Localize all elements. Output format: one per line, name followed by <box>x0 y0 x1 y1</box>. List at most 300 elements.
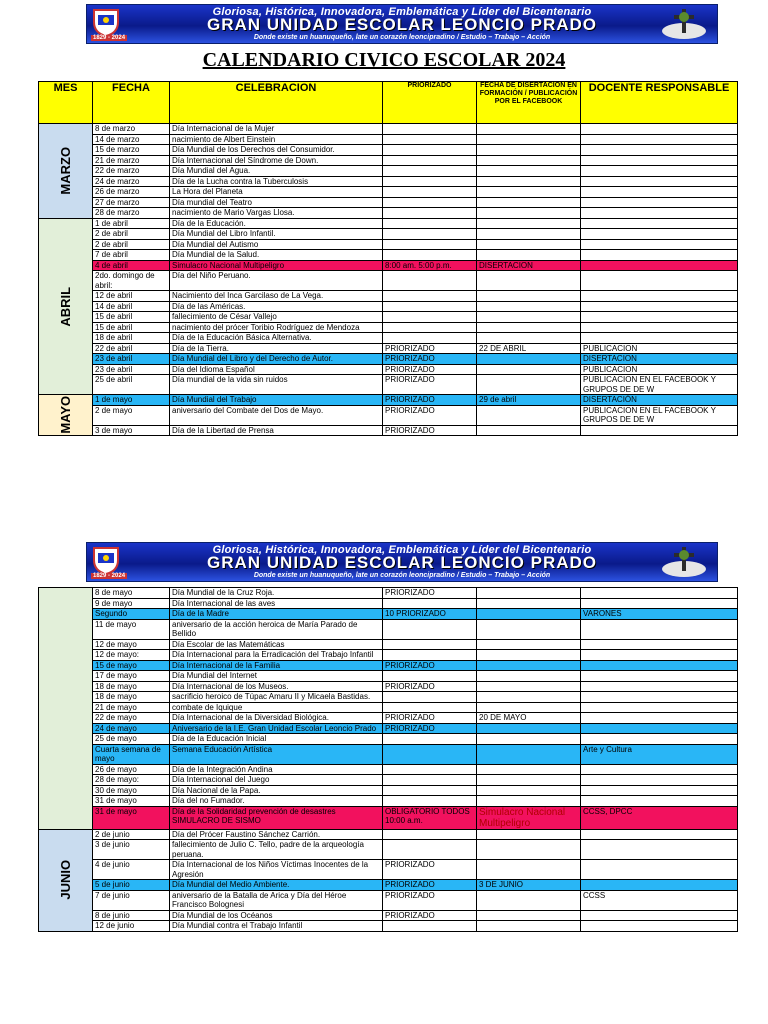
responsible-cell <box>581 639 738 650</box>
responsible-cell <box>581 650 738 661</box>
disertacion-date-cell <box>477 692 581 703</box>
responsible-cell <box>581 713 738 724</box>
responsible-cell <box>581 145 738 156</box>
celebration-cell: Simulacro Nacional Multipeligro <box>170 260 383 271</box>
disertacion-date-cell <box>477 197 581 208</box>
celebration-cell: Día del Idioma Español <box>170 364 383 375</box>
priorizado-cell <box>383 145 477 156</box>
date-cell: 28 de mayo: <box>93 775 170 786</box>
responsible-cell <box>581 301 738 312</box>
priorizado-cell <box>383 796 477 807</box>
celebration-cell: Día Internacional de la Familia <box>170 660 383 671</box>
priorizado-cell <box>383 840 477 860</box>
celebration-cell: Aniversario de la I.E. Gran Unidad Escolar Leoncio Prado <box>170 723 383 734</box>
disertacion-date-cell <box>477 134 581 145</box>
priorizado-cell: PRIORIZADO <box>383 364 477 375</box>
date-cell: 14 de abril <box>93 301 170 312</box>
date-cell: 12 de junio <box>93 921 170 932</box>
responsible-cell <box>581 124 738 135</box>
date-cell: 27 de marzo <box>93 197 170 208</box>
date-cell: 5 de junio <box>93 880 170 891</box>
date-cell: 2 de junio <box>93 829 170 840</box>
priorizado-cell: PRIORIZADO <box>383 588 477 599</box>
banner-slogan: Gloriosa, Histórica, Innovadora, Emblemática y Líder del Bicentenario <box>212 6 592 18</box>
disertacion-date-cell <box>477 744 581 764</box>
month-label: JUNIO <box>57 860 73 900</box>
calendar-row <box>39 405 738 425</box>
responsible-cell <box>581 197 738 208</box>
calendar-row <box>39 343 738 354</box>
calendar-row <box>39 124 738 135</box>
calendar-row <box>39 671 738 682</box>
month-cell-marzo <box>39 124 93 219</box>
priorizado-cell <box>383 619 477 639</box>
date-cell: 8 de marzo <box>93 124 170 135</box>
priorizado-cell <box>383 785 477 796</box>
priorizado-cell: PRIORIZADO <box>383 395 477 406</box>
responsible-cell <box>581 166 738 177</box>
celebration-cell: Día de la Solidaridad prevención de desastres SIMULACRO DE SISMO <box>170 806 383 829</box>
school-crest-icon <box>91 7 121 37</box>
calendar-row <box>39 250 738 261</box>
responsible-cell <box>581 322 738 333</box>
responsible-cell <box>581 860 738 880</box>
disertacion-date-cell <box>477 155 581 166</box>
disertacion-date-cell <box>477 671 581 682</box>
disertacion-date-cell <box>477 208 581 219</box>
priorizado-cell <box>383 744 477 764</box>
celebration-cell: Día de la Tierra. <box>170 343 383 354</box>
calendar-table-1 <box>38 81 738 436</box>
disertacion-date-cell <box>477 218 581 229</box>
priorizado-cell: PRIORIZADO <box>383 890 477 910</box>
date-cell: 3 de mayo <box>93 425 170 436</box>
date-cell: 4 de junio <box>93 860 170 880</box>
month-cell-junio <box>39 829 93 931</box>
calendar-row <box>39 650 738 661</box>
calendar-row <box>39 395 738 406</box>
disertacion-date-cell <box>477 166 581 177</box>
date-cell: 18 de mayo <box>93 681 170 692</box>
disertacion-date-cell <box>477 229 581 240</box>
date-cell: 2 de abril <box>93 239 170 250</box>
celebration-cell: La Hora del Planeta <box>170 187 383 198</box>
years-label: 1829 - 2024 <box>93 35 126 41</box>
date-cell: 1 de mayo <box>93 395 170 406</box>
date-cell: 2 de mayo <box>93 405 170 425</box>
responsible-cell <box>581 785 738 796</box>
calendar-row <box>39 639 738 650</box>
celebration-cell: Día de la Integración Andina <box>170 764 383 775</box>
responsible-cell <box>581 312 738 323</box>
disertacion-date-cell <box>477 609 581 620</box>
school-crest-icon <box>91 545 121 575</box>
date-cell: 31 de mayo <box>93 806 170 829</box>
responsible-cell: PUBLICACION EN EL FACEBOOK Y GRUPOS DE DE W <box>581 405 738 425</box>
priorizado-cell <box>383 639 477 650</box>
calendar-row <box>39 660 738 671</box>
disertacion-date-cell <box>477 176 581 187</box>
banner-motto: Donde existe un huanuqueño, late un corazón leoncipradino / Estudio – Trabajo – Acción <box>253 34 551 41</box>
date-cell: 25 de abril <box>93 375 170 395</box>
priorizado-cell: PRIORIZADO <box>383 660 477 671</box>
disertacion-date-cell <box>477 702 581 713</box>
disertacion-date-cell: 20 DE MAYO <box>477 713 581 724</box>
priorizado-cell: PRIORIZADO <box>383 405 477 425</box>
priorizado-cell <box>383 921 477 932</box>
responsible-cell: VARONES <box>581 609 738 620</box>
disertacion-date-cell: 29 de abril <box>477 395 581 406</box>
date-cell: 26 de marzo <box>93 187 170 198</box>
cross-logo-icon <box>659 7 709 43</box>
celebration-cell: Día del Prócer Faustino Sánchez Carrión. <box>170 829 383 840</box>
calendar-table-2 <box>38 587 738 932</box>
date-cell: 4 de abril <box>93 260 170 271</box>
responsible-cell <box>581 155 738 166</box>
disertacion-date-cell: Simulacro Nacional Multipeligro <box>477 806 581 829</box>
date-cell: 7 de abril <box>93 250 170 261</box>
disertacion-date-cell: DISERTACION <box>477 260 581 271</box>
responsible-cell <box>581 250 738 261</box>
celebration-cell: Día Mundial del Trabajo <box>170 395 383 406</box>
celebration-cell: combate de Iquique <box>170 702 383 713</box>
date-cell: 12 de abril <box>93 291 170 302</box>
priorizado-cell: PRIORIZADO <box>383 681 477 692</box>
priorizado-cell: PRIORIZADO <box>383 343 477 354</box>
date-cell: 23 de abril <box>93 364 170 375</box>
cross-logo-icon <box>659 545 709 581</box>
calendar-row <box>39 271 738 291</box>
responsible-cell: PUBLICACION EN EL FACEBOOK Y GRUPOS DE DE W <box>581 375 738 395</box>
celebration-cell: Día Internacional del Síndrome de Down. <box>170 155 383 166</box>
priorizado-cell: PRIORIZADO <box>383 880 477 891</box>
celebration-cell: Día de la Educación Básica Alternativa. <box>170 333 383 344</box>
responsible-cell <box>581 218 738 229</box>
responsible-cell <box>581 260 738 271</box>
disertacion-date-cell <box>477 124 581 135</box>
date-cell: 11 de mayo <box>93 619 170 639</box>
priorizado-cell <box>383 176 477 187</box>
disertacion-date-cell <box>477 333 581 344</box>
disertacion-date-cell <box>477 425 581 436</box>
disertacion-date-cell <box>477 250 581 261</box>
responsible-cell <box>581 176 738 187</box>
date-cell: 24 de marzo <box>93 176 170 187</box>
priorizado-cell <box>383 702 477 713</box>
calendar-row <box>39 333 738 344</box>
school-banner-top <box>86 4 718 44</box>
priorizado-cell <box>383 166 477 177</box>
calendar-row <box>39 806 738 829</box>
celebration-cell: Día Mundial de la Salud. <box>170 250 383 261</box>
date-cell: 9 de mayo <box>93 598 170 609</box>
banner-slogan: Gloriosa, Histórica, Innovadora, Emblemática y Líder del Bicentenario <box>212 544 592 556</box>
calendar-row <box>39 145 738 156</box>
disertacion-date-cell <box>477 322 581 333</box>
priorizado-cell <box>383 734 477 745</box>
responsible-cell <box>581 239 738 250</box>
date-cell: 15 de mayo <box>93 660 170 671</box>
month-cell-mayo <box>39 395 93 436</box>
responsible-cell: CCSS, DPCC <box>581 806 738 829</box>
header-celebracion: CELEBRACION <box>170 82 383 124</box>
date-cell: 17 de mayo <box>93 671 170 682</box>
priorizado-cell: 8:00 am. 5:00 p.m. <box>383 260 477 271</box>
month-label: MARZO <box>57 146 73 195</box>
priorizado-cell <box>383 829 477 840</box>
responsible-cell <box>581 671 738 682</box>
celebration-cell: Nacimiento del Inca Garcilaso de La Vega. <box>170 291 383 302</box>
celebration-cell: fallecimiento de César Vallejo <box>170 312 383 323</box>
responsible-cell: PUBLICACION <box>581 343 738 354</box>
celebration-cell: Día Internacional del Juego <box>170 775 383 786</box>
celebration-cell: Día de las Américas. <box>170 301 383 312</box>
disertacion-date-cell <box>477 312 581 323</box>
celebration-cell: Día de la Madre <box>170 609 383 620</box>
responsible-cell <box>581 598 738 609</box>
celebration-cell: Día Internacional de la Diversidad Biológica. <box>170 713 383 724</box>
priorizado-cell: PRIORIZADO <box>383 713 477 724</box>
responsible-cell <box>581 775 738 786</box>
date-cell: 25 de mayo <box>93 734 170 745</box>
priorizado-cell <box>383 764 477 775</box>
priorizado-cell <box>383 312 477 323</box>
calendar-row <box>39 218 738 229</box>
responsible-cell <box>581 229 738 240</box>
disertacion-date-cell <box>477 723 581 734</box>
priorizado-cell <box>383 692 477 703</box>
celebration-cell: Día de la Educación Inicial <box>170 734 383 745</box>
priorizado-cell <box>383 229 477 240</box>
celebration-cell: Día Internacional de la Mujer <box>170 124 383 135</box>
date-cell: 18 de mayo <box>93 692 170 703</box>
disertacion-date-cell <box>477 364 581 375</box>
date-cell: 15 de abril <box>93 312 170 323</box>
responsible-cell <box>581 425 738 436</box>
disertacion-date-cell <box>477 681 581 692</box>
responsible-cell <box>581 187 738 198</box>
priorizado-cell <box>383 598 477 609</box>
calendar-row <box>39 775 738 786</box>
disertacion-date-cell <box>477 829 581 840</box>
responsible-cell <box>581 796 738 807</box>
celebration-cell: sacrificio heroico de Túpac Amaru II y Micaela Bastidas. <box>170 692 383 703</box>
priorizado-cell <box>383 650 477 661</box>
priorizado-cell: OBLIGATORIO TODOS 10:00 a.m. <box>383 806 477 829</box>
disertacion-date-cell <box>477 375 581 395</box>
celebration-cell: nacimiento del prócer Toribio Rodríguez de Mendoza <box>170 322 383 333</box>
calendar-row <box>39 166 738 177</box>
responsible-cell <box>581 880 738 891</box>
priorizado-cell: PRIORIZADO <box>383 425 477 436</box>
responsible-cell <box>581 764 738 775</box>
disertacion-date-cell <box>477 354 581 365</box>
priorizado-cell: PRIORIZADO <box>383 354 477 365</box>
priorizado-cell: PRIORIZADO <box>383 375 477 395</box>
calendar-row <box>39 301 738 312</box>
date-cell: 1 de abril <box>93 218 170 229</box>
calendar-row <box>39 702 738 713</box>
priorizado-cell <box>383 271 477 291</box>
calendar-row <box>39 176 738 187</box>
month-label: MAYO <box>57 396 73 434</box>
calendar-row <box>39 764 738 775</box>
priorizado-cell: PRIORIZADO <box>383 860 477 880</box>
date-cell: 7 de junio <box>93 890 170 910</box>
celebration-cell: Día Mundial del Autismo <box>170 239 383 250</box>
priorizado-cell <box>383 301 477 312</box>
priorizado-cell: PRIORIZADO <box>383 910 477 921</box>
calendar-row <box>39 364 738 375</box>
celebration-cell: Día de la Libertad de Prensa <box>170 425 383 436</box>
priorizado-cell <box>383 124 477 135</box>
disertacion-date-cell <box>477 650 581 661</box>
banner-school-name: GRAN UNIDAD ESCOLAR LEONCIO PRADO <box>206 553 597 572</box>
month-label: ABRIL <box>57 286 73 327</box>
calendar-row <box>39 910 738 921</box>
responsible-cell <box>581 271 738 291</box>
disertacion-date-cell <box>477 405 581 425</box>
responsible-cell <box>581 921 738 932</box>
disertacion-date-cell <box>477 840 581 860</box>
responsible-cell <box>581 134 738 145</box>
responsible-cell <box>581 291 738 302</box>
date-cell: Cuarta semana de mayo <box>93 744 170 764</box>
celebration-cell: Día de la Lucha contra la Tuberculosis <box>170 176 383 187</box>
celebration-cell: Día Escolar de las Matemáticas <box>170 639 383 650</box>
calendar-row <box>39 796 738 807</box>
celebration-cell: nacimiento de Albert Einstein <box>170 134 383 145</box>
calendar-row <box>39 681 738 692</box>
month-cell <box>39 588 93 830</box>
priorizado-cell: PRIORIZADO <box>383 723 477 734</box>
celebration-cell: Día Internacional de los Niños Víctimas Inocentes de la Agresión <box>170 860 383 880</box>
celebration-cell: Día Mundial de los Derechos del Consumidor. <box>170 145 383 156</box>
header-priorizado: PRIORIZADO <box>383 82 477 124</box>
priorizado-cell <box>383 775 477 786</box>
date-cell: 3 de junio <box>93 840 170 860</box>
responsible-cell <box>581 910 738 921</box>
calendar-row <box>39 260 738 271</box>
calendar-row <box>39 134 738 145</box>
date-cell: 8 de mayo <box>93 588 170 599</box>
responsible-cell <box>581 208 738 219</box>
calendar-row <box>39 829 738 840</box>
header-mes: MES <box>39 82 93 124</box>
disertacion-date-cell <box>477 775 581 786</box>
date-cell: 21 de mayo <box>93 702 170 713</box>
priorizado-cell <box>383 187 477 198</box>
date-cell: 24 de mayo <box>93 723 170 734</box>
calendar-row <box>39 880 738 891</box>
disertacion-date-cell <box>477 598 581 609</box>
date-cell: 31 de mayo <box>93 796 170 807</box>
date-cell: 12 de mayo <box>93 639 170 650</box>
responsible-cell <box>581 723 738 734</box>
celebration-cell: Día Mundial del Libro Infantil. <box>170 229 383 240</box>
calendar-row <box>39 713 738 724</box>
celebration-cell: Día mundial de la vida sin ruidos <box>170 375 383 395</box>
banner-motto: Donde existe un huanuqueño, late un corazón leoncipradino / Estudio – Trabajo – Acción <box>253 572 551 579</box>
celebration-cell: Día mundial del Teatro <box>170 197 383 208</box>
priorizado-cell <box>383 333 477 344</box>
celebration-cell: Día Nacional de la Papa. <box>170 785 383 796</box>
date-cell: 8 de junio <box>93 910 170 921</box>
celebration-cell: aniversario del Combate del Dos de Mayo. <box>170 405 383 425</box>
date-cell: 26 de mayo <box>93 764 170 775</box>
disertacion-date-cell <box>477 890 581 910</box>
header-docente: DOCENTE RESPONSABLE <box>581 82 738 124</box>
date-cell: 2do. domingo de abril: <box>93 271 170 291</box>
priorizado-cell <box>383 250 477 261</box>
calendar-row <box>39 155 738 166</box>
date-cell: Segundo <box>93 609 170 620</box>
celebration-cell: nacimiento de Mario Vargas Llosa. <box>170 208 383 219</box>
disertacion-date-cell <box>477 660 581 671</box>
date-cell: 22 de marzo <box>93 166 170 177</box>
calendar-row <box>39 723 738 734</box>
calendar-row <box>39 187 738 198</box>
priorizado-cell <box>383 134 477 145</box>
calendar-row <box>39 785 738 796</box>
calendar-row <box>39 860 738 880</box>
disertacion-date-cell <box>477 588 581 599</box>
calendar-row <box>39 609 738 620</box>
disertacion-date-cell <box>477 301 581 312</box>
date-cell: 14 de marzo <box>93 134 170 145</box>
calendar-row <box>39 744 738 764</box>
calendar-row <box>39 619 738 639</box>
calendar-row <box>39 598 738 609</box>
calendar-row <box>39 375 738 395</box>
date-cell: 15 de marzo <box>93 145 170 156</box>
priorizado-cell: 10 PRIORIZADO <box>383 609 477 620</box>
date-cell: 30 de mayo <box>93 785 170 796</box>
date-cell: 22 de abril <box>93 343 170 354</box>
responsible-cell: DISERTACIÓN <box>581 395 738 406</box>
priorizado-cell <box>383 197 477 208</box>
celebration-cell: Día Mundial del Internet <box>170 671 383 682</box>
celebration-cell: Día Mundial de la Cruz Roja. <box>170 588 383 599</box>
responsible-cell <box>581 619 738 639</box>
calendar-row <box>39 734 738 745</box>
celebration-cell: Día Mundial del Libro y del Derecho de Autor. <box>170 354 383 365</box>
disertacion-date-cell: 22 DE ABRIL <box>477 343 581 354</box>
celebration-cell: Día del no Fumador. <box>170 796 383 807</box>
disertacion-date-cell <box>477 187 581 198</box>
responsible-cell: CCSS <box>581 890 738 910</box>
priorizado-cell <box>383 671 477 682</box>
calendar-row <box>39 840 738 860</box>
responsible-cell <box>581 692 738 703</box>
disertacion-date-cell <box>477 639 581 650</box>
calendar-row <box>39 322 738 333</box>
date-cell: 2 de abril <box>93 229 170 240</box>
disertacion-date-cell <box>477 910 581 921</box>
school-banner-bottom <box>86 542 718 582</box>
celebration-cell: aniversario de la Batalla de Arica y Día del Héroe Francisco Bolognesi <box>170 890 383 910</box>
responsible-cell <box>581 333 738 344</box>
disertacion-date-cell <box>477 619 581 639</box>
priorizado-cell <box>383 155 477 166</box>
calendar-row <box>39 312 738 323</box>
responsible-cell: PUBLICACION <box>581 364 738 375</box>
priorizado-cell <box>383 218 477 229</box>
calendar-row <box>39 425 738 436</box>
disertacion-date-cell <box>477 796 581 807</box>
celebration-cell: Semana Educación Artística <box>170 744 383 764</box>
disertacion-date-cell: 3 DE JUNIO <box>477 880 581 891</box>
